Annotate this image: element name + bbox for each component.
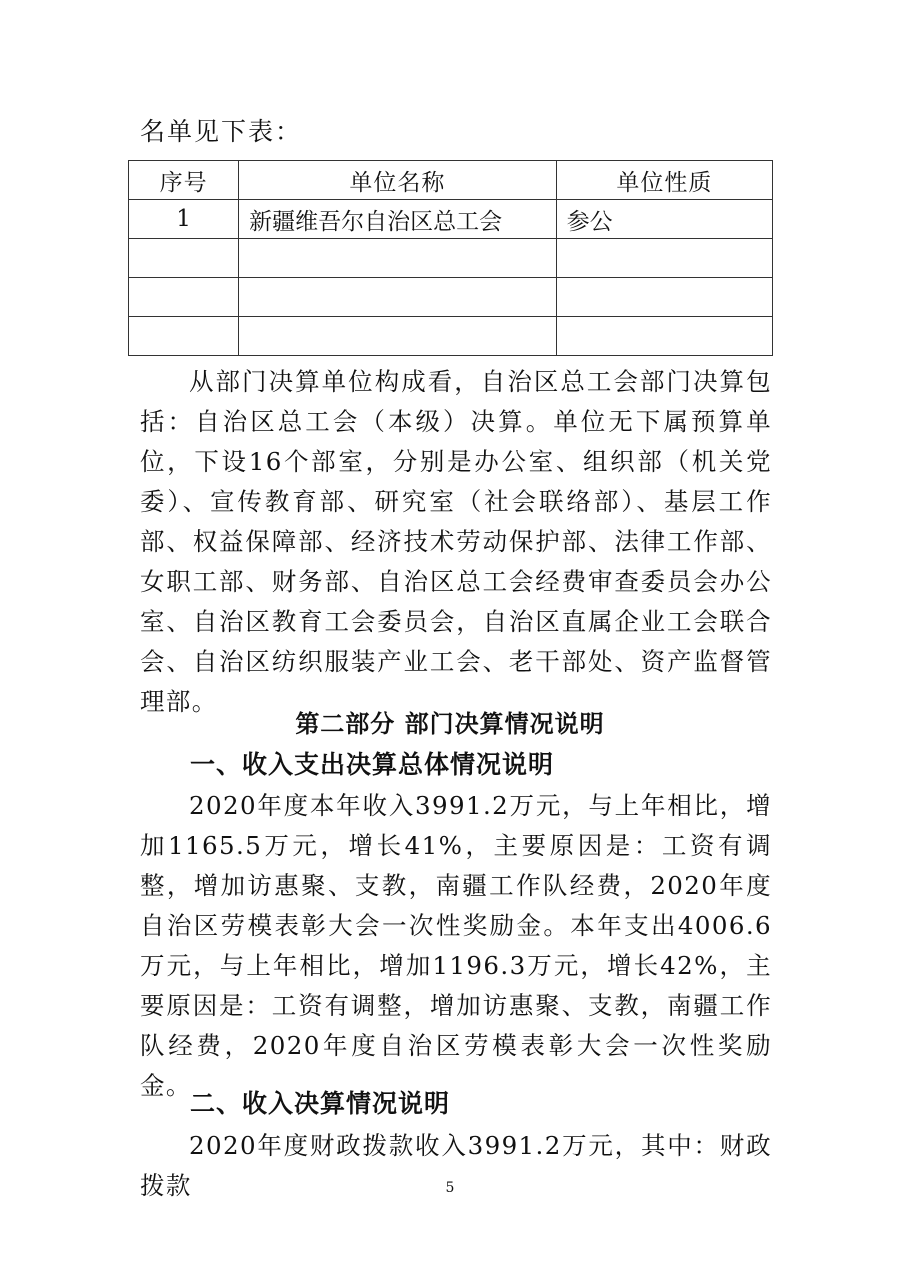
cell-index: 1 [129,200,239,239]
table-row [129,239,773,278]
table-row [129,317,773,356]
header-unit-name: 单位名称 [239,161,556,200]
cell-unit-name [239,239,556,278]
header-index: 序号 [129,161,239,200]
cell-index [129,239,239,278]
cell-unit-type [556,317,772,356]
table-header-row [129,161,773,200]
section-2-paragraph: 2020年度财政拨款收入3991.2万元，其中：财政拨款 [140,1131,772,1200]
section-1-title: 一、收入支出决算总体情况说明 [190,750,555,779]
page-number: 5 [445,1180,455,1196]
cell-unit-name [239,278,556,317]
cell-index [129,278,239,317]
section-1-paragraph: 2020年度本年收入3991.2万元，与上年相比，增加1165.5万元，增长41%，主要原因是：工资有调整，增加访惠聚、支教，南疆工作队经费，2020年度自治区劳模表彰大会一次性奖励金。本年支出4006.6万元，与上年相比，增加1196.3万元，增长42%，主要原因是：工资有调整，增加访惠聚、支教，南疆工作队经费，2020年度自治区劳模表彰大会一次性奖励金。 [140,791,772,1100]
cell-unit-name [239,317,556,356]
header-unit-type: 单位性质 [556,161,772,200]
cell-unit-type [556,278,772,317]
composition-paragraph: 从部门决算单位构成看，自治区总工会部门决算包括：自治区总工会（本级）决算。单位无下属预算单位，下设16个部室，分别是办公室、组织部（机关党委）、宣传教育部、研究室（社会联络部）、基层工作部、权益保障部、经济技术劳动保护部、法律工作部、女职工部、财务部、自治区总工会经费审查委员会办公室、自治区教育工会委员会，自治区直属企业工会联合会、自治区纺织服装产业工会、老干部处、资产监督管理部。 [140,367,772,716]
cell-unit-type [556,239,772,278]
cell-index [129,317,239,356]
section-2-title: 二、收入决算情况说明 [190,1089,451,1118]
cell-unit-type: 参公 [556,200,772,239]
part-two-title: 第二部分 部门决算情况说明 [295,710,605,738]
table-row [129,200,773,239]
table-intro-text: 名单见下表： [140,117,303,146]
cell-unit-name: 新疆维吾尔自治区总工会 [239,200,556,239]
table-row [129,278,773,317]
unit-list-table [128,160,773,356]
